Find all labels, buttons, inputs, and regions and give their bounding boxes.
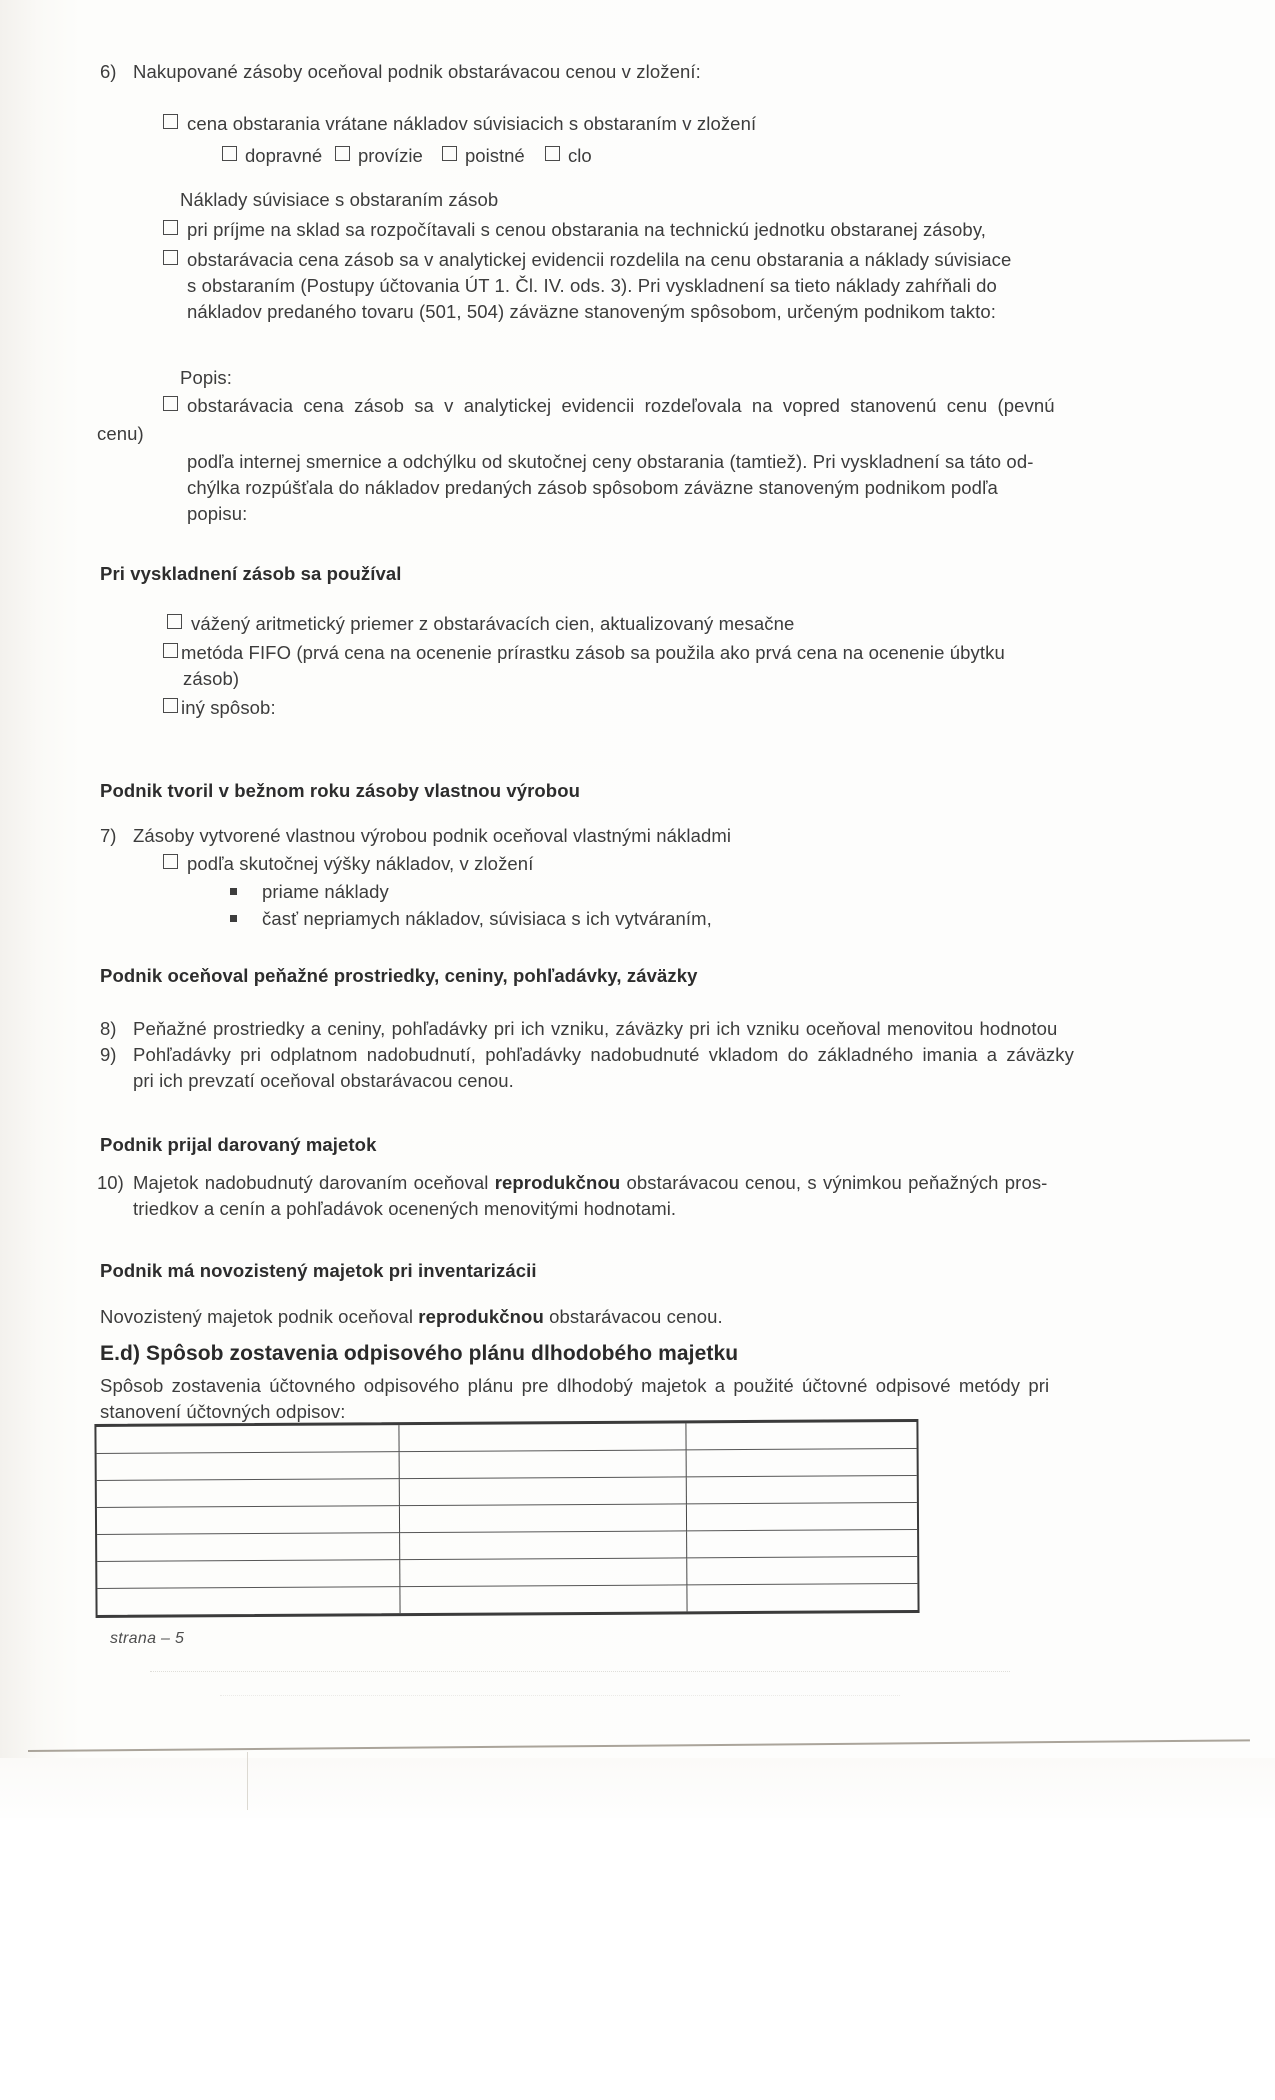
table-cell — [686, 1422, 917, 1450]
odpisy-desc-line1: Spôsob zostavenia účtovného odpisového plánu pre dlhodobý majetok a použité účtovné odpisové metódy pri — [100, 1375, 1050, 1396]
item6-option-prijem — [163, 218, 986, 242]
item9-text-line2: pri ich prevzatí oceňoval obstarávacou cenou. — [133, 1070, 514, 1091]
item6-para-line2: chýlka rozpúšťala do nákladov predaných zásob spôsobom záväzne stanoveným podnikom podľa — [187, 477, 998, 498]
vyskladnenie-option-iny-label: iný spôsob: — [181, 697, 276, 718]
naklady-label: Náklady súvisiace s obstaraním zásob — [180, 189, 499, 210]
table-cell — [400, 1477, 686, 1506]
novozisteny-text-bold: reprodukčnou — [418, 1306, 544, 1327]
novozisteny-heading: Podnik má novozistený majetok pri inventarizácii — [100, 1260, 537, 1281]
checkbox-clo-icon[interactable] — [545, 146, 560, 161]
item6-option-rozdelovala-overflow: cenu) — [97, 423, 144, 444]
table-cell — [400, 1423, 686, 1452]
scan-artifact-line — [247, 1752, 248, 1810]
suboption-clo-label: clo — [568, 145, 592, 166]
scan-noise — [150, 1668, 1010, 1672]
table-cell — [97, 1506, 401, 1535]
vyskladnenie-heading: Pri vyskladnení zásob sa používal — [100, 563, 402, 584]
table-cell — [687, 1584, 918, 1611]
item6-option-rozdelila — [163, 248, 1011, 272]
table-cell — [96, 1425, 400, 1454]
vyskladnenie-option-priemer-label: vážený aritmetický priemer z obstarávacích cien, aktualizovaný mesačne — [191, 613, 795, 634]
table-cell — [686, 1476, 917, 1504]
table-cell — [686, 1503, 917, 1531]
item10-text-pre: Majetok nadobudnutý darovaním oceňoval — [133, 1172, 495, 1193]
table-cell — [97, 1560, 401, 1589]
vyskladnenie-option-fifo-line2: zásob) — [183, 668, 240, 689]
table-cell — [97, 1479, 401, 1508]
checkbox-rozdelovala-icon[interactable] — [163, 396, 178, 411]
table-cell — [686, 1449, 917, 1477]
item6-option-rozdelila-line3: nákladov predaného tovaru (501, 504) záväzne stanoveným spôsobom, určeným podnikom takto: — [187, 301, 996, 322]
popis-label: Popis: — [180, 367, 233, 388]
item9-text-line1: Pohľadávky pri odplatnom nadobudnutí, pohľadávky nadobudnuté vkladom do základného imania a záväzky — [133, 1044, 1074, 1065]
item6-number: 6) — [100, 61, 117, 82]
checkbox-fifo-icon[interactable] — [163, 643, 178, 658]
checkbox-iny-sposob-icon[interactable] — [163, 698, 178, 713]
item6-para-line1: podľa internej smernice a odchýlku od skutočnej ceny obstarania (tamtiež). Pri vyskladnení sa táto od- — [187, 451, 1034, 472]
checkbox-prijem-icon[interactable] — [163, 220, 178, 235]
item6-option-rozdelila-line2: s obstaraním (Postupy účtovania ÚT 1. Čl. IV. ods. 3). Pri vyskladnení sa tieto náklady zahŕňali do — [187, 275, 997, 296]
checkbox-podla-nakladov-icon[interactable] — [163, 854, 178, 869]
vyskladnenie-option-priemer — [167, 612, 794, 636]
vyskladnenie-option-fifo — [163, 641, 1005, 665]
item7-bullet1-label: priame náklady — [262, 881, 389, 902]
table-cell — [687, 1530, 918, 1558]
item7-bullet1 — [230, 880, 389, 904]
table-cell — [401, 1585, 687, 1613]
darovany-heading: Podnik prijal darovaný majetok — [100, 1134, 377, 1155]
suboption-provizie — [335, 144, 423, 168]
novozisteny-text-pre: Novozistený majetok podnik oceňoval — [100, 1306, 419, 1327]
item10-text-line1 — [133, 1171, 1047, 1195]
item7-option-podla — [163, 852, 533, 876]
item6-title: Nakupované zásoby oceňoval podnik obstarávacou cenou v zložení: — [133, 61, 701, 82]
item6-option-rozdelovala — [163, 394, 1055, 418]
item6-para-line3: popisu: — [187, 503, 248, 524]
item6-option-rozdelovala-line1: obstarávacia cena zásob sa v analytickej evidencii rozdeľovala na vopred stanovenú cenu (pevnú — [187, 395, 1055, 416]
vlastna-vyroba-heading: Podnik tvoril v bežnom roku zásoby vlastnou výrobou — [100, 780, 581, 801]
item7-bullet2-label: časť nepriamych nákladov, súvisiaca s ich vytváraním, — [262, 908, 712, 929]
page-number-footer: strana – 5 — [110, 1630, 185, 1647]
suboption-provizie-label: provízie — [358, 145, 423, 166]
item10-text-line2: triedkov a cenín a pohľadávok ocenených menovitými hodnotami. — [133, 1198, 677, 1219]
item10-text-bold: reprodukčnou — [494, 1172, 621, 1193]
table-cell — [687, 1557, 918, 1585]
novozisteny-text-post: obstarávacou cenou. — [543, 1306, 723, 1327]
novozisteny-text — [100, 1305, 723, 1329]
suboption-poistne — [442, 144, 525, 168]
suboption-dopravne — [222, 144, 322, 168]
checkbox-cena-obstarania-icon[interactable] — [163, 114, 178, 129]
suboption-dopravne-label: dopravné — [245, 145, 323, 166]
table-cell — [97, 1587, 401, 1615]
table-cell — [400, 1504, 686, 1533]
item6-option-cena-label: cena obstarania vrátane nákladov súvisiacich s obstaraním v zložení — [187, 113, 757, 134]
item7-text: Zásoby vytvorené vlastnou výrobou podnik oceňoval vlastnými nákladmi — [133, 825, 732, 846]
table-cell — [400, 1531, 686, 1560]
checkbox-poistne-icon[interactable] — [442, 146, 457, 161]
checkbox-provizie-icon[interactable] — [335, 146, 350, 161]
depreciation-plan-table — [94, 1419, 919, 1618]
table-cell — [401, 1558, 687, 1587]
item6-option-prijem-label: pri príjme na sklad sa rozpočítavali s cenou obstarania na technickú jednotku obstaranej zásoby, — [187, 219, 987, 240]
table-cell — [97, 1533, 401, 1562]
odpisy-desc-line2: stanovení účtovných odpisov: — [100, 1401, 346, 1422]
item8-text: Peňažné prostriedky a ceniny, pohľadávky pri ich vzniku, záväzky pri ich vzniku oceňoval menovitou hodnotou — [133, 1018, 1058, 1039]
vyskladnenie-option-iny — [163, 696, 276, 720]
item7-option-podla-label: podľa skutočnej výšky nákladov, v zložení — [187, 853, 534, 874]
scan-bottom-area — [0, 1758, 1275, 1818]
square-bullet-icon — [230, 915, 237, 922]
item7-number: 7) — [100, 825, 117, 846]
item8-number: 8) — [100, 1018, 117, 1039]
vyskladnenie-option-fifo-line1: metóda FIFO (prvá cena na ocenenie prírastku zásob sa použila ako prvá cena na ocenenie úbytku — [181, 642, 1005, 663]
checkbox-rozdelila-icon[interactable] — [163, 250, 178, 265]
table-cell — [400, 1450, 686, 1479]
scan-noise — [220, 1692, 900, 1696]
square-bullet-icon — [230, 888, 237, 895]
item6-option-rozdelila-line1: obstarávacia cena zásob sa v analytickej evidencii rozdelila na cenu obstarania a náklady súvisiace — [187, 249, 1012, 270]
item10-text-post: obstarávacou cenou, s výnimkou peňažných pros- — [620, 1172, 1048, 1193]
item7-bullet2 — [230, 907, 712, 931]
table-cell — [97, 1452, 401, 1481]
checkbox-dopravne-icon[interactable] — [222, 146, 237, 161]
item10-number: 10) — [97, 1172, 124, 1193]
suboption-poistne-label: poistné — [465, 145, 525, 166]
suboption-clo — [545, 144, 592, 168]
item6-option-cena — [163, 112, 756, 136]
penazne-heading: Podnik oceňoval peňažné prostriedky, ceniny, pohľadávky, záväzky — [100, 965, 698, 986]
checkbox-priemer-icon[interactable] — [167, 614, 182, 629]
odpisy-heading: E.d) Spôsob zostavenia odpisového plánu dlhodobého majetku — [100, 1342, 739, 1365]
item9-number: 9) — [100, 1044, 117, 1065]
